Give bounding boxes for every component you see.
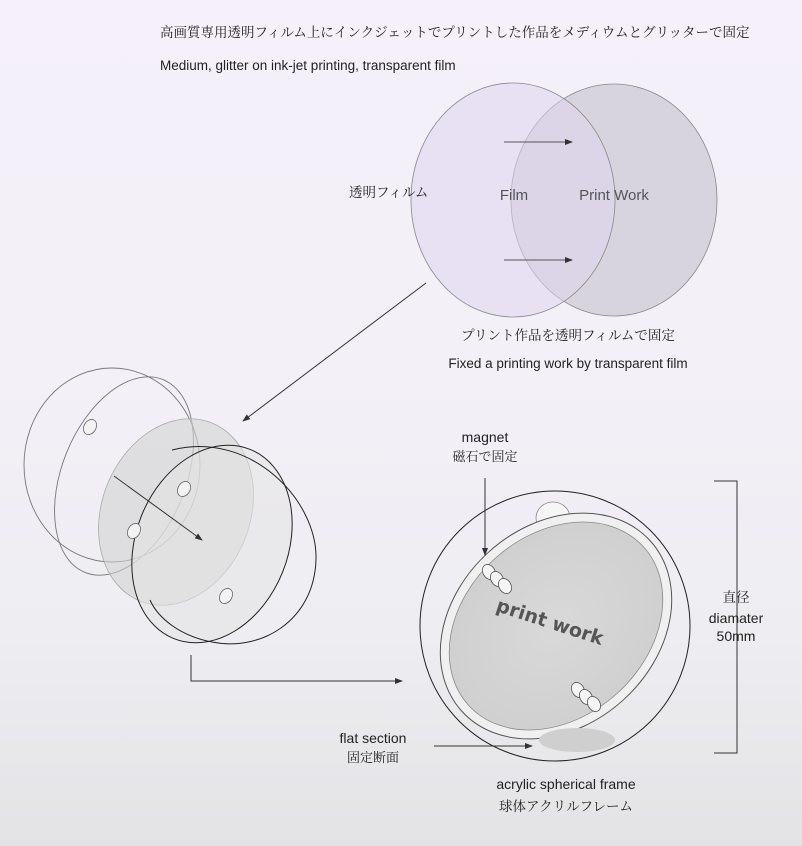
flat-section-label-ja: 固定断面 bbox=[346, 751, 400, 766]
film-japanese-label: 透明フィルム bbox=[349, 185, 429, 201]
print-work-oval-label: print work bbox=[493, 594, 607, 650]
film-print-layer-diagram bbox=[411, 83, 717, 317]
acrylic-frame-label-ja: 球体アクリルフレーム bbox=[498, 799, 634, 815]
caption-japanese: プリント作品を透明フィルムで固定 bbox=[461, 328, 675, 344]
print-work-label: Print Work bbox=[579, 187, 649, 204]
diameter-label-en: diamater bbox=[708, 610, 764, 626]
diameter-value: 50mm bbox=[716, 628, 756, 644]
magnet-label-en: magnet bbox=[461, 429, 509, 445]
title-japanese: 高画質専用透明フィルム上にインクジェットでプリントした作品をメディウムとグリッターで固定 bbox=[160, 25, 750, 41]
caption-english: Fixed a printing work by transparent film bbox=[448, 356, 688, 371]
diameter-label-ja: 直径 bbox=[722, 590, 750, 606]
flat-section-label-en: flat section bbox=[339, 730, 407, 746]
magnet-label-ja: 磁石で固定 bbox=[452, 450, 518, 465]
assembled-sphere-diagram bbox=[395, 467, 737, 786]
title-english: Medium, glitter on ink-jet printing, transparent film bbox=[160, 58, 456, 73]
pointer-arrow-to-exploded bbox=[243, 283, 426, 421]
connector-to-assembled bbox=[191, 655, 402, 681]
exploded-sphere-diagram bbox=[24, 356, 321, 667]
acrylic-frame-label-en: acrylic spherical frame bbox=[496, 776, 636, 792]
film-label: Film bbox=[499, 187, 529, 204]
flat-section-oval bbox=[539, 728, 615, 752]
